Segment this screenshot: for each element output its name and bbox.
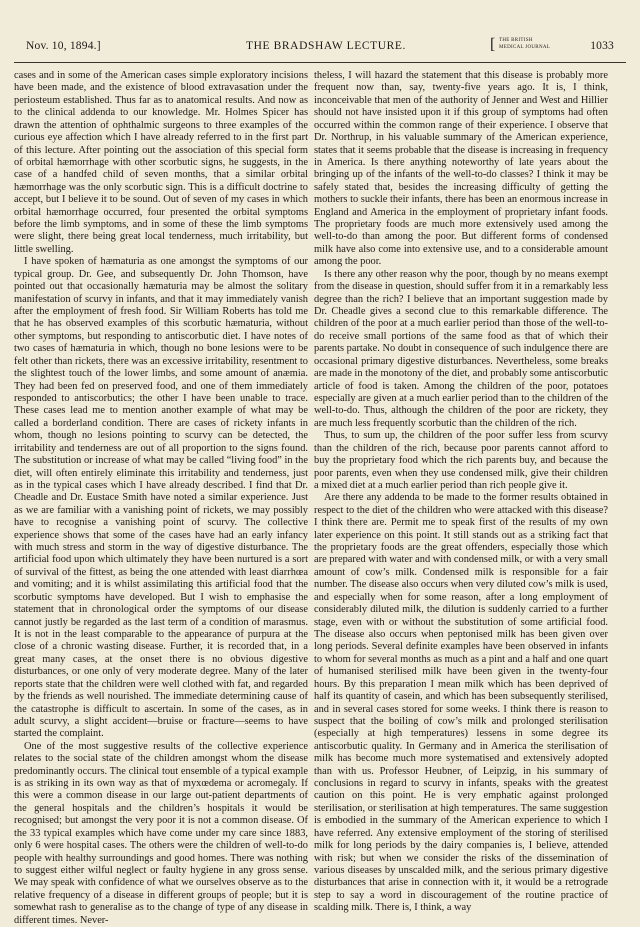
left-column bbox=[14, 70, 308, 926]
paragraph: One of the most suggestive results of the collective experience relates to the social state of the children amongst whom the disease predominantly occurs. The clinical tout ensemble of a typical example is as striking in its own way as that of myxœdema or acromegaly. If this were a common disease in our large out-patient departments of the general hospitals and the children’s hospitals it would be recognised; but amongst the very poor it is not a common disease. Of the 33 typical examples which have come under my care since 1883, only 6 were hospital cases. The others were the children of well-to-do people with healthy surroundings and good homes. There was nothing to suggest either wilful neglect or faulty hygiene in any gross sense. We may speak with confidence of what we ourselves observe as to the relative frequency of a disease in different groups of people; but it is somewhat rash to generalise as to the change of type of any disease in different times. Never- bbox=[14, 740, 308, 926]
paragraph: theless, I will hazard the statement that this disease is probably more frequent now than, say, twenty-five years ago. It is, I think, inconceivable that men of the authority of Jenner and West and Hillier should not have insisted upon it if this group of symptoms had often occurred within the common range of their experience. I observe that Dr. Northrup, in his valuable summary of the American experience, states that it seems probable that the disease is increasing in frequency in America. Is there anything noteworthy of late years about the bringing up of the infants of the well-to-do classes? I think it may be safely stated that, besides the increasing difficulty of getting the mothers to suckle their infants, there has been an enormous increase in England and America in the employment of proprietary infant foods. The proprietary foods are much more extensively used among the well-to-do than among the poor. But different forms of condensed milk have also come into extensive use, and to a considerable amount among the poor. bbox=[314, 70, 608, 268]
page-number: 1033 bbox=[590, 40, 614, 52]
paragraph: Is there any other reason why the poor, though by no means exempt from the disease in question, should suffer from it in a remarkably less degree than the rich? I believe that an important suggestion made by Dr. Cheadle gives a second clue to this remarkable difference. The children of the poor at a much earlier period than those of the well-to-do receive small portions of the same food as that of which their parents partake. No doubt in consequence of such indulgence there are occasional primary digestive disturbances. Nevertheless, some breaks are made in the monotony of the diet, and probably some antiscorbutic article of food is taken. Among the children of the poor, potatoes especially are given at a much earlier period than to the children of the well-to-do. Thus, although the children of the poor are rickety, they are much less frequently scorbutic than the children of the rich. bbox=[314, 268, 608, 429]
paragraph: Thus, to sum up, the children of the poor suffer less from scurvy than the children of the rich, because poor parents cannot afford to buy the proprietary food which the rich parents buy, and because the poor parents, even when they use condensed milk, give their children a mixed diet at a much earlier period than rich people give it. bbox=[314, 430, 608, 491]
header-rule bbox=[14, 62, 626, 63]
journal-mark-bottom: MEDICAL JOURNAL bbox=[499, 45, 551, 50]
journal-mark-top: THE BRITISH bbox=[499, 38, 533, 43]
paragraph: Are there any addenda to be made to the former results obtained in respect to the diet of the children who were attacked with this disease? I think there are. Permit me to speak first of the results of my own later experience on this point. It still stands out as a striking fact that the proprietary foods are the great offenders, especially those which are prepared with water and with condensed milk, or with a very small amount of cow’s milk. Condensed milk is responsible for a fair number. The disease also occurs when very diluted cow’s milk is used, and especially when for some reason, after a long employment of considerably diluted milk, the dilution is suddenly carried to a further stage, even with or without the substitution of some artificial food. The disease also occurs when peptonised milk has been given over long periods. Several definite examples have been observed in infants to whom for several months as much as a pint and a half and one quart of humanised sterilised milk have been given in the twenty-four hours. By this preparation I mean milk which has been deprived of half its quantity of casein, and which has been subsequently sterilised, and in several cases stored for some weeks. I think there is reason to suspect that the boiling of cow’s milk and prolonged sterilisation (especially at high temperatures) lessens in some degree its antiscorbutic quality. In Germany and in America the sterilisation of milk has become much more systematised and extensively adopted than with us. Professor Heubner, of Leipzig, in his summary of conclusions in regard to scurvy in infants, speaks with the greatest caution on this point. He is very emphatic against prolonged sterilisation, or sterilisation at high temperatures. The same suggestion is embodied in the summary of the American experience to which I have referred. Any extensive employment of the storing of sterilised milk for long periods by the dairy companies is, I believe, attended with risk; but when we consider the risks of the dissemination of various diseases by unscalded milk, and the serious primary digestive disturbances that arise in connection with it, it would be a retrograde step to say a word in discouragement of the routine practice of scalding milk. There is, I think, a way bbox=[314, 492, 608, 914]
right-column bbox=[314, 70, 608, 914]
running-title: THE BRADSHAW LECTURE. bbox=[246, 40, 407, 52]
paragraph: I have spoken of hæmaturia as one amongst the symptoms of our typical group. Dr. Gee, and subsequently Dr. John Thomson, have pointed out that occasionally hæmaturia may be almost the solitary manifestation of scurvy in infants, and that it may immediately vanish after the employment of fresh food. Sir William Roberts has told me that he has observed examples of this scorbutic hæmaturia, without other symptoms, but responding to antiscorbutic diet. I have notes of two cases of hæmaturia in which, though no bone lesions were to be felt other than rickets, there was an excessive irritability, resentment to the slightest touch of the lower limbs, and some amount of anæmia. They had been fed on preserved food, and one of them immediately responded to antiscorbutics; the other I have been unable to trace. These cases lead me to mention another example of what may be called a borderland condition. There are cases of rickety infants in whom, though no lesions pointing to scurvy can be detected, the irritability and tenderness are out of all proportion to the signs found. The substitution or increase of what may be called “living food” in the diet, will often entirely eliminate this irritability and tenderness, just as in the typical cases which I have already described. I find that Dr. Cheadle and Dr. Eustace Smith have noted a similar experience. Just as we are familiar with a vanishing point of rickets, we may possibly have to recognise a vanishing point of scurvy. The collective experience shows that some of the cases have had an early infancy with much stress and storm in the way of digestive disturbance. The artificial food upon which ultimately they have been nurtured is a sort of survival of the fittest, as being the one attended with least diarrhœa and vomiting; and it is whilst assimilating this artificial food that the scorbutic symptoms have developed. But I wish to emphasise the statement that in chronological order the symptoms of our disease cannot justly be regarded as the last term of a condition of marasmus. It is not in the least comparable to the appearance of purpura at the close of a chronic wasting disease. Further, it is recorded that, in a great many cases, at the onset there is no obvious digestive disturbances, or one only of very moderate degree. Many of the later reports state that the children were well clothed with fat, and regarded by the friends as well nourished. The immediate determining cause of the catastrophe is difficult to ascertain. In some of the cases, as in adult scurvy, a slight accident—bruise or fracture—seems to have started the complaint. bbox=[14, 256, 308, 740]
journal-bracket: [ bbox=[490, 36, 496, 53]
issue-date: Nov. 10, 1894.] bbox=[26, 40, 101, 52]
paragraph: cases and in some of the American cases simple exploratory incisions have been made, and the existence of blood extravasation under the periosteum established. Thus far as to anatomical results. And now as to the clinical addenda to our knowledge. Mr. Holmes Spicer has drawn the attention of ophthalmic surgeons to three examples of the curious eye affection which I have already referred to in the first part of this lecture. After pointing out the association of this special form of orbital hæmorrhage with other scorbutic signs, he suggests, in the case of a handfed child of seven months, that a similar orbital hæmorrhage was the only scorbutic sign. This is a difficult doctrine to accept, but I believe it to be sound. Out of seven of my cases in which orbital hæmorrhage occurred, four presented the orbital symptoms before the limb symptoms, and in some of these the limb symptoms were slight, there being great local tenderness, much irritability, but little swelling. bbox=[14, 70, 308, 255]
page-header bbox=[14, 36, 628, 60]
